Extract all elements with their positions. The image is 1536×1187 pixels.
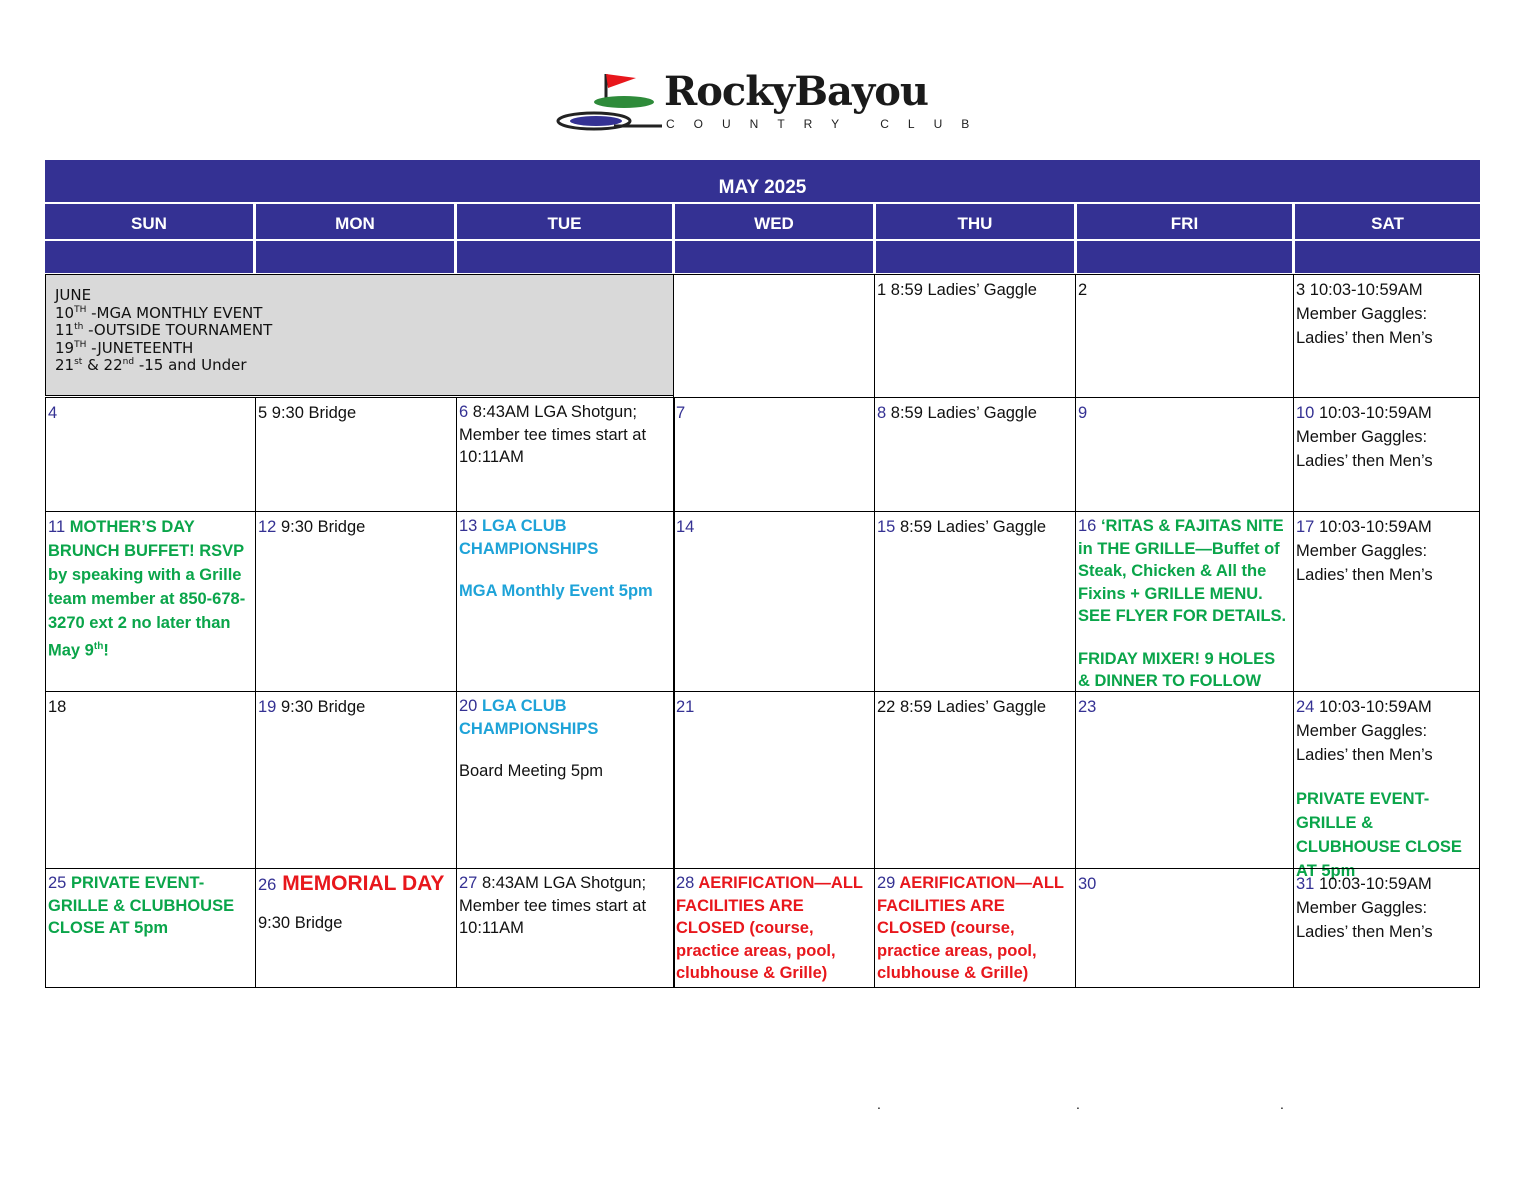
day-cell-22: 22 8:59 Ladies’ Gaggle [874,691,1076,869]
day-cell-12: 12 9:30 Bridge [255,511,457,692]
day-cell-3: 3 10:03-10:59AM Member Gaggles: Ladies’ then Men’s [1293,274,1480,398]
header-spacer [876,241,1074,273]
day-cell-5: 5 9:30 Bridge [255,397,457,512]
day-cell-9: 9 [1075,397,1294,512]
header-spacer [45,241,253,273]
day-cell-20: 20 LGA CLUB CHAMPIONSHIPS Board Meeting 5pm [456,691,675,869]
header-spacer [1295,241,1480,273]
day-cell-31: 31 10:03-10:59AM Member Gaggles: Ladies’ then Men’s [1293,868,1480,988]
day-header-fri: FRI [1077,204,1292,239]
june-item: 10TH -MGA MONTHLY EVENT [55,303,263,322]
day-cell-27: 27 8:43AM LGA Shotgun; Member tee times start at 10:11AM [456,868,675,988]
day-header-sun: SUN [45,204,253,239]
june-item: 21st & 22nd -15 and Under [55,356,247,374]
club-logo [556,66,989,136]
day-cell-21: 21 [673,691,875,869]
day-header-sat: SAT [1295,204,1480,239]
day-cell-17: 17 10:03-10:59AM Member Gaggles: Ladies’ then Men’s [1293,511,1480,692]
day-cell-16: 16 ‘RITAS & FAJITAS NITE in THE GRILLE—Buffet of Steak, Chicken & All the Fixins + GRILLE MENU. SEE FLYER FOR DETAILS. FRIDAY MIXER! 9 HOLES & DINNER TO FOLLOW [1075,511,1294,692]
day-cell-18: 18 [45,691,256,869]
footer-mark: . [1280,1096,1284,1112]
day-cell-19: 19 9:30 Bridge [255,691,457,869]
day-cell-7: 7 [673,397,875,512]
day-header-wed: WED [675,204,873,239]
day-header-thu: THU [876,204,1074,239]
header-spacer [675,241,873,273]
june-item: 11th -OUTSIDE TOURNAMENT [55,321,273,339]
brand-name: RockyBayou [664,68,928,115]
june-item: 19TH -JUNETEENTH [55,338,194,357]
day-cell-14: 14 [673,511,875,692]
day-cell-8: 8 8:59 Ladies’ Gaggle [874,397,1076,512]
footer-mark: . [877,1096,881,1112]
june-notes [45,274,673,396]
day-header-tue: TUE [457,204,672,239]
day-cell-30: 30 [1075,868,1294,988]
day-cell-24: 24 10:03-10:59AM Member Gaggles: Ladies’ then Men’s PRIVATE EVENT- GRILLE & CLUBHOUSE CLOSE AT 5pm [1293,691,1480,869]
day-cell-13: 13 LGA CLUB CHAMPIONSHIPS MGA Monthly Event 5pm [456,511,675,692]
day-cell-empty [673,274,875,398]
june-title: JUNE [55,286,92,304]
day-cell-6: 6 8:43AM LGA Shotgun; Member tee times start at 10:11AM [456,397,675,512]
day-header-mon: MON [256,204,454,239]
brand-subtitle: COUNTRY CLUB [666,117,989,131]
day-cell-29: 29 AERIFICATION—ALL FACILITIES ARE CLOSED (course, practice areas, pool, clubhouse & Grille) [874,868,1076,988]
month-title: MAY 2025 [45,160,1480,202]
day-cell-23: 23 [1075,691,1294,869]
day-cell-28: 28 AERIFICATION—ALL FACILITIES ARE CLOSED (course, practice areas, pool, clubhouse & Grille) [673,868,875,988]
day-cell-15: 15 8:59 Ladies’ Gaggle [874,511,1076,692]
day-cell-4: 4 [45,397,256,512]
footer-mark: . [1076,1096,1080,1112]
header-spacer [256,241,454,273]
header-spacer [1077,241,1292,273]
day-cell-2: 2 [1075,274,1294,398]
day-cell-1: 1 8:59 Ladies’ Gaggle [874,274,1076,398]
day-cell-11: 11 MOTHER’S DAY BRUNCH BUFFET! RSVP by speaking with a Grille team member at 850-678-3270 ext 2 no later than May 9th! [45,511,256,692]
header-spacer [457,241,672,273]
day-cell-10: 10 10:03-10:59AM Member Gaggles: Ladies’ then Men’s [1293,397,1480,512]
golf-flag-icon [556,66,666,136]
day-cell-25: 25 PRIVATE EVENT- GRILLE & CLUBHOUSE CLOSE AT 5pm [45,868,256,988]
day-cell-26: 26 MEMORIAL DAY 9:30 Bridge [255,868,457,988]
